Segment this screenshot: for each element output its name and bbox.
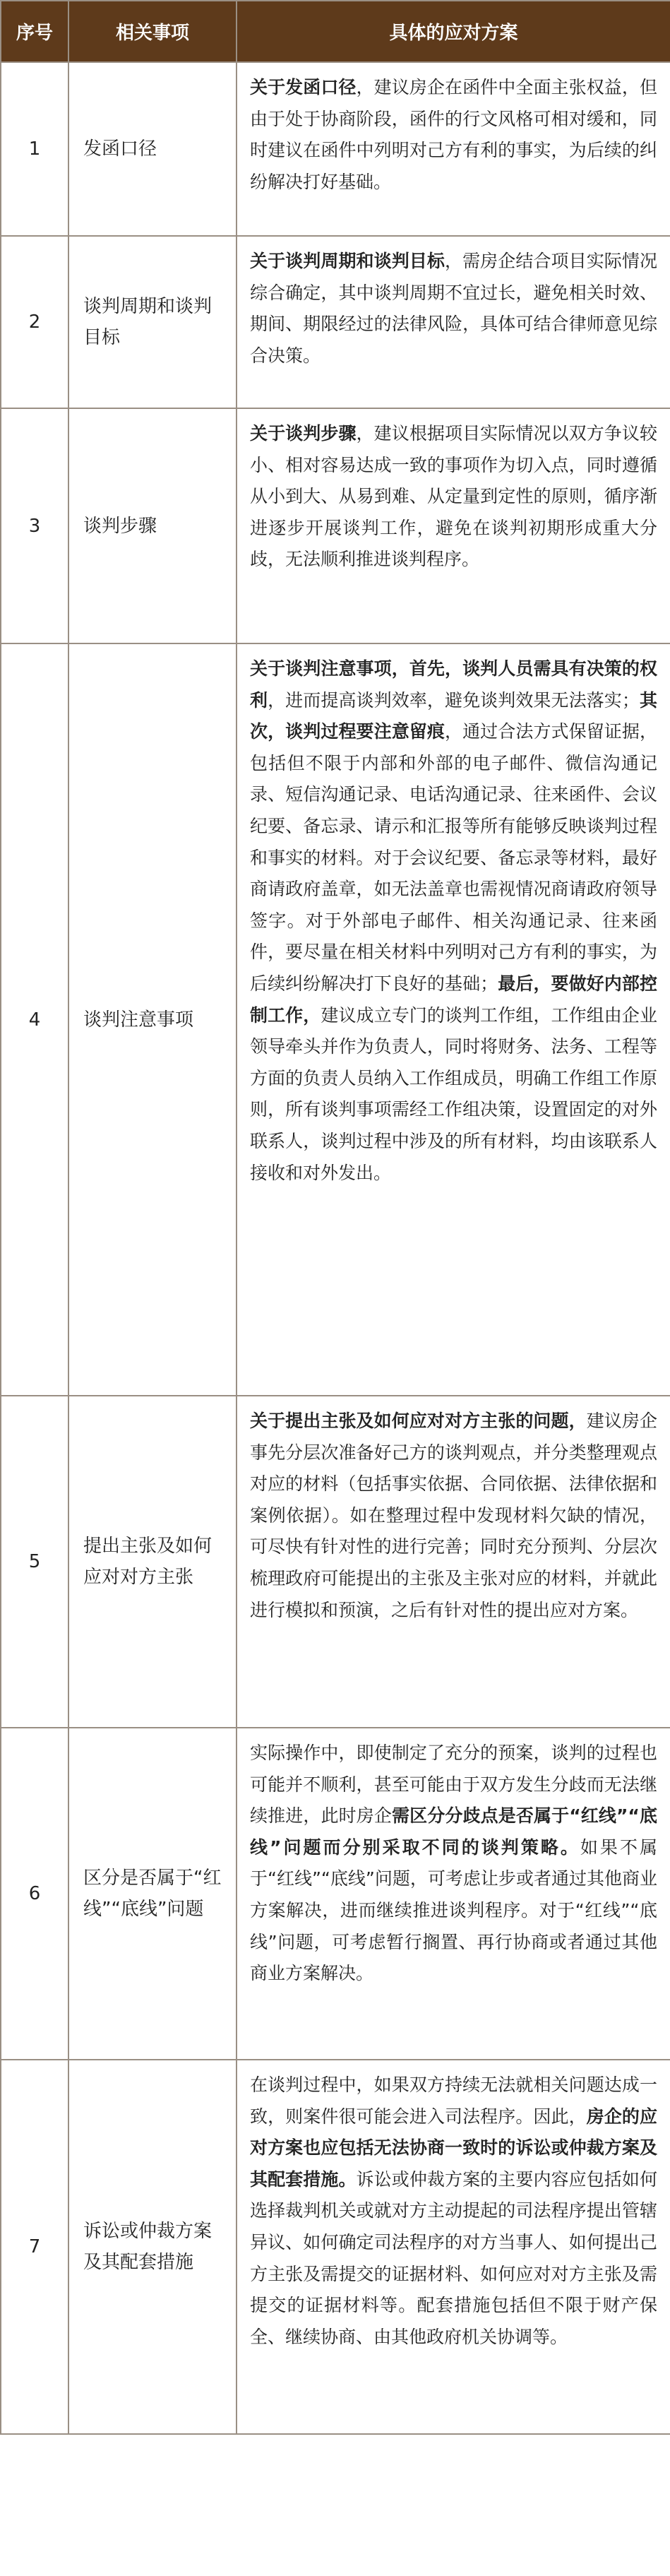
plan-emphasis-text: 房企的应对方案也应包括无法协商一致时的诉讼或仲裁方案及其配套措施。 — [250, 2106, 657, 2190]
plan-text: 诉讼或仲裁方案的主要内容应包括如何选择裁判机关或就对方主动提起的司法程序提出管辖异议、如何确定司法程序的对方当事人、如何提出己方主张及需提交的证据材料、如何应对对方主张及需提交的证据材料等。配套措施包括但不限于财产保全、继续协商、由其他政府机关协调等。 — [250, 2168, 657, 2347]
plan-text: 如果不属于“红线”“底线”问题，可考虑让步或者通过其他商业方案解决，进而继续推进谈判程序。对于“红线”“底线”问题，可考虑暂行搁置、再行协商或者通过其他商业方案解决。 — [250, 1836, 657, 1984]
row-item: 谈判步骤 — [68, 408, 237, 643]
row-index: 6 — [1, 1728, 68, 2060]
table-row — [1, 2060, 670, 2434]
row-plan — [237, 62, 670, 236]
plan-emphasis-text: 最后，要做好内部控制工作， — [250, 973, 657, 1026]
plan-emphasis-text: 关于发函口径 — [250, 77, 357, 97]
plan-emphasis-text: 其次，谈判过程要注意留痕 — [250, 689, 657, 742]
row-index: 3 — [1, 408, 68, 643]
plan-emphasis-text: 需区分分歧点是否属于“红线”“底线”问题而分别采取不同的谈判策略。 — [250, 1805, 657, 1858]
row-index: 1 — [1, 62, 68, 236]
plan-emphasis-text: 关于谈判周期和谈判目标 — [250, 251, 445, 271]
table-row — [1, 1396, 670, 1728]
row-item: 发函口径 — [68, 62, 237, 236]
row-plan — [237, 1728, 670, 2060]
plan-text: 建议成立专门的谈判工作组，工作组由企业领导牵头并作为负责人，同时将财务、法务、工程等方面的负责人员纳入工作组成员，明确工作组工作原则，所有谈判事项需经工作组决策，设置固定的对外联系人，谈判过程中涉及的所有材料，均由该联系人接收和对外发出。 — [250, 1004, 657, 1183]
table-header-row — [1, 1, 670, 62]
row-index: 2 — [1, 236, 68, 408]
table-row — [1, 62, 670, 236]
row-plan — [237, 2060, 670, 2434]
plan-emphasis-text: 关于谈判步骤 — [250, 423, 357, 444]
plan-text: ，建议根据项目实际情况以双方争议较小、相对容易达成一致的事项作为切入点，同时遵循从小到大、从易到难、从定量到定性的原则，循序渐进逐步开展谈判工作，避免在谈判初期形成重大分歧，无法顺利推进谈判程序。 — [250, 423, 657, 570]
row-item: 谈判周期和谈判目标 — [68, 236, 237, 408]
plan-text: ，建议房企在函件中全面主张权益，但由于处于协商阶段，函件的行文风格可相对缓和，同时建议在函件中列明对己方有利的事实，为后续的纠纷解决打好基础。 — [250, 77, 657, 192]
row-item: 谈判注意事项 — [68, 643, 237, 1396]
plan-text: 实际操作中，即使制定了充分的预案，谈判的过程也可能并不顺利，甚至可能由于双方发生分歧而无法继续推进，此时房企 — [250, 1743, 657, 1827]
row-item: 诉讼或仲裁方案及其配套措施 — [68, 2060, 237, 2434]
row-index: 4 — [1, 643, 68, 1396]
row-index: 5 — [1, 1396, 68, 1728]
plan-text: ，通过合法方式保留证据，包括但不限于内部和外部的电子邮件、微信沟通记录、短信沟通记录、电话沟通记录、往来函件、会议纪要、备忘录、请示和汇报等所有能够反映谈判过程和事实的材料。对于会议纪要、备忘录等材料，最好商请政府盖章，如无法盖章也需视情况商请政府领导签字。对于外部电子邮件、相关沟通记录、往来函件，要尽量在相关材料中列明对己方有利的事实，为后续纠纷解决打下良好的基础； — [250, 721, 657, 994]
table-row — [1, 408, 670, 643]
row-plan — [237, 643, 670, 1396]
table-row — [1, 236, 670, 408]
plan-text: ，需房企结合项目实际情况综合确定，其中谈判周期不宜过长，避免相关时效、期间、期限经过的法律风险，具体可结合律师意见综合决策。 — [250, 251, 657, 366]
row-plan — [237, 236, 670, 408]
table-row — [1, 643, 670, 1396]
row-plan — [237, 1396, 670, 1728]
plan-emphasis-text: 关于提出主张及如何应对对方主张的问题， — [250, 1411, 587, 1431]
plan-text: 建议房企事先分层次准备好己方的谈判观点，并分类整理观点对应的材料（包括事实依据、合同依据、法律依据和案例依据）。如在整理过程中发现材料欠缺的情况，可尽快有针对性的进行完善；同时充分预判、分层次梳理政府可能提出的主张及主张对应的材料，并就此进行模拟和预演，之后有针对性的提出应对方案。 — [250, 1411, 657, 1620]
row-item: 提出主张及如何应对对方主张 — [68, 1396, 237, 1728]
row-item: 区分是否属于“红线”“底线”问题 — [68, 1728, 237, 2060]
row-plan — [237, 408, 670, 643]
row-index: 7 — [1, 2060, 68, 2434]
plan-text: ，进而提高谈判效率，避免谈判效果无法落实； — [268, 689, 640, 711]
plan-text: 在谈判过程中，如果双方持续无法就相关问题达成一致，则案件很可能会进入司法程序。因此， — [250, 2075, 657, 2127]
column-header-plan: 具体的应对方案 — [237, 1, 670, 62]
column-header-item: 相关事项 — [68, 1, 237, 62]
column-header-index: 序号 — [1, 1, 68, 62]
plan-emphasis-text: 关于谈判注意事项，首先，谈判人员需具有决策的权利 — [250, 658, 657, 711]
table-row — [1, 1728, 670, 2060]
